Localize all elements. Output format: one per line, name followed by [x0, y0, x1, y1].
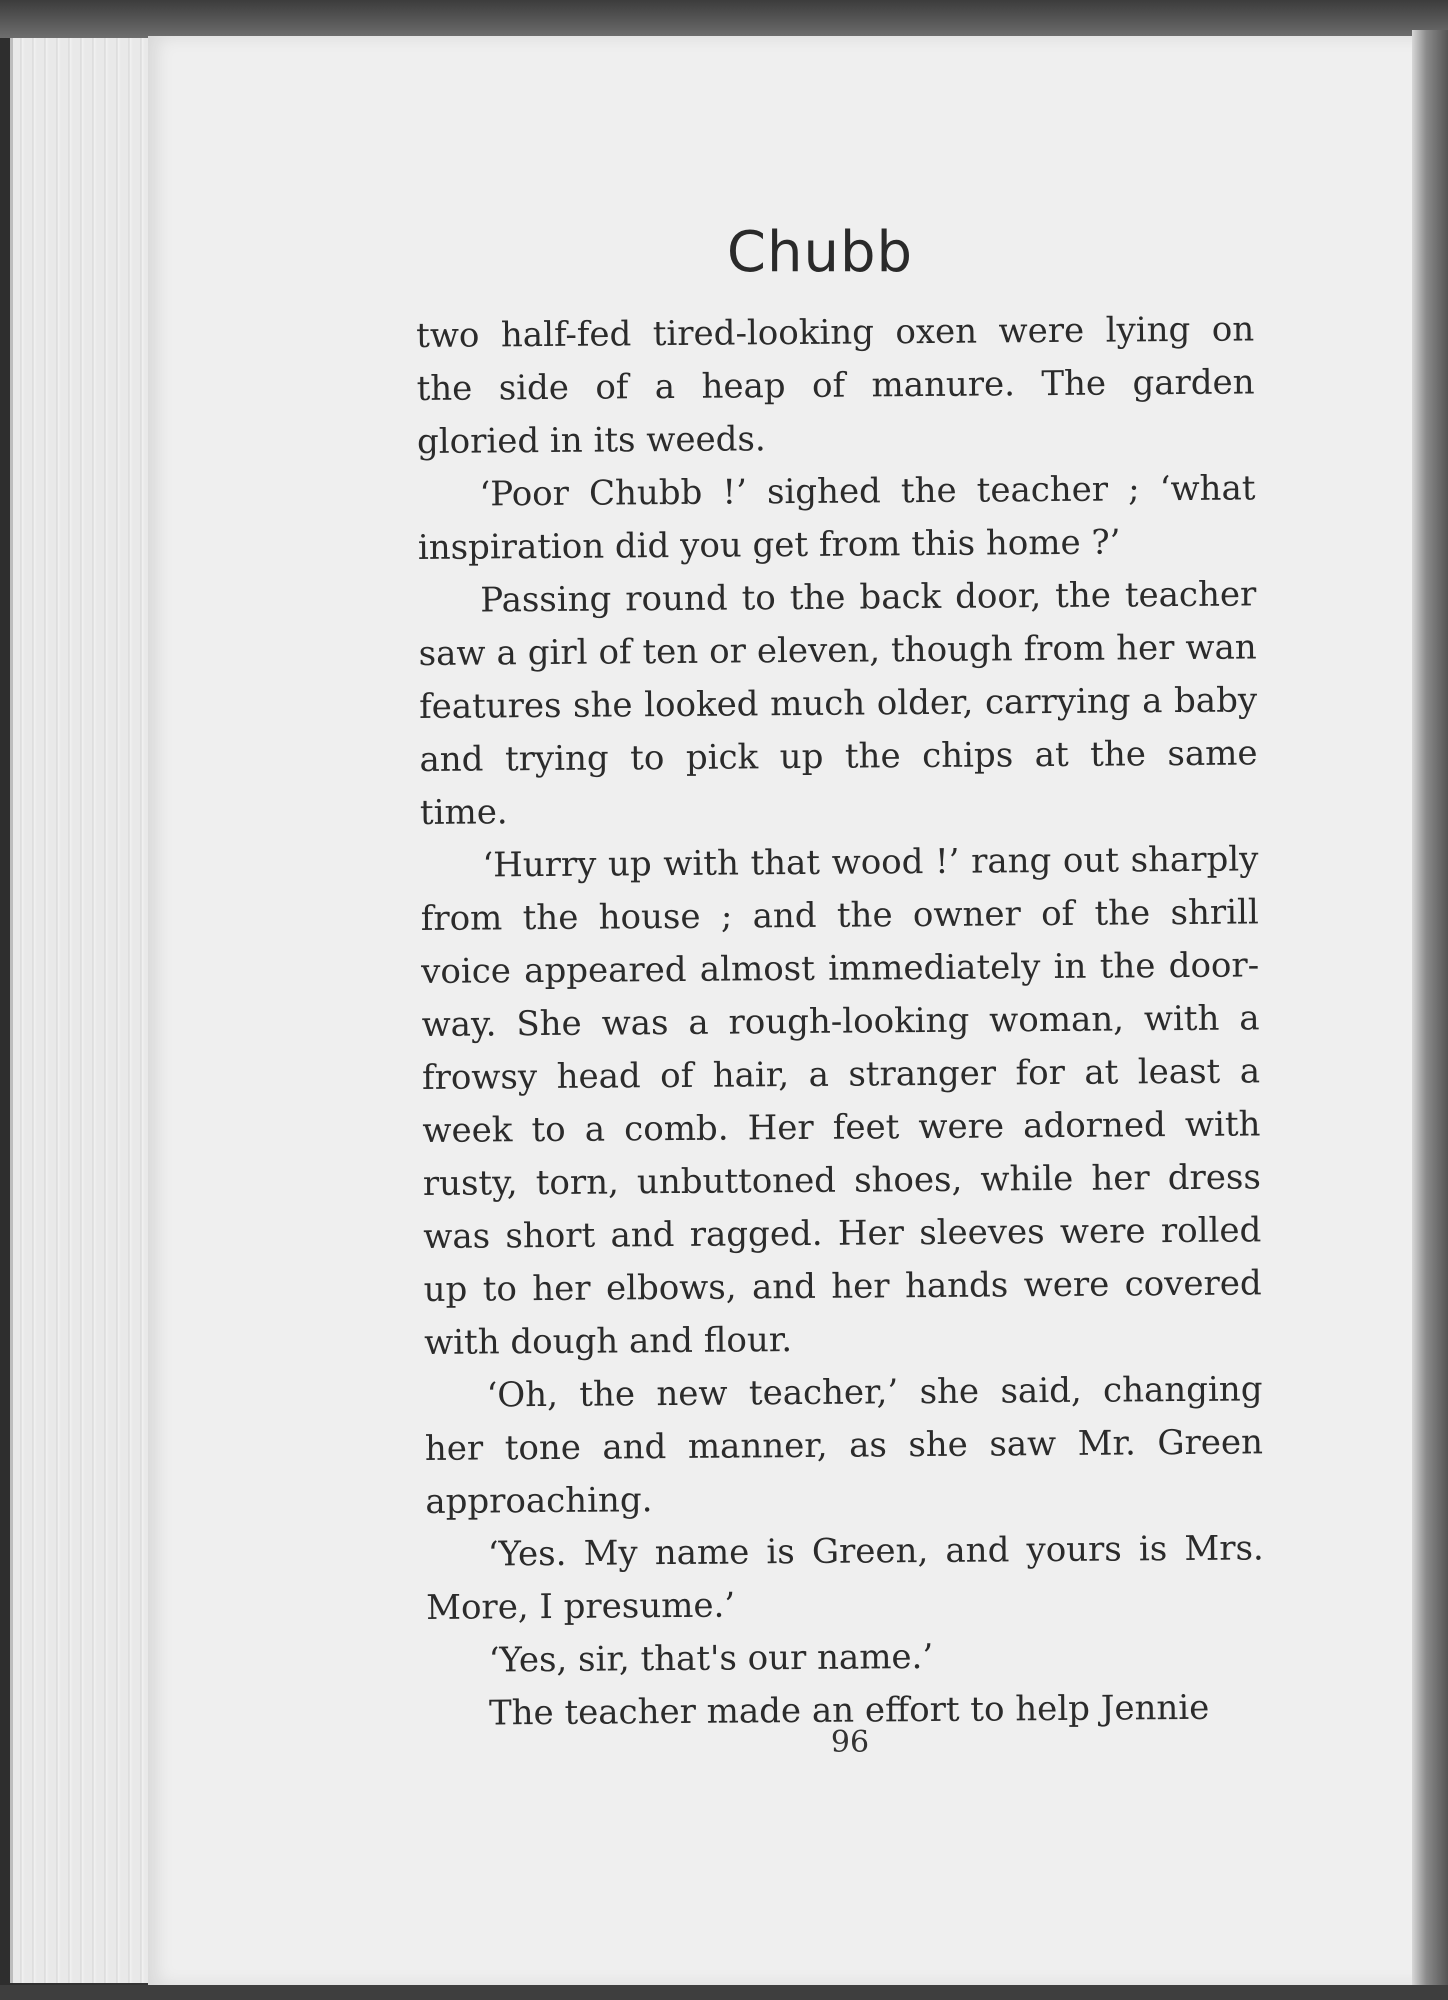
paragraph: ‘Yes. My name is Green, and yours is Mrs. More, I presume.’ — [426, 1528, 1264, 1628]
paragraph: ‘Oh, the new teacher,’ she said, changing her tone and manner, as she saw Mr. Green approaching. — [424, 1369, 1264, 1522]
page-number: 96 — [830, 1725, 870, 1760]
book-gutter-edge — [1412, 30, 1448, 1990]
running-head: Chubb — [726, 220, 914, 285]
paragraph: Passing round to the back door, the teacher saw a girl of ten or eleven, though from her wan features she looked much older, carrying a baby and trying to pick up the chips at the same time. — [418, 574, 1258, 833]
paragraph: ‘Yes, sir, that's our name.’ — [488, 1636, 934, 1681]
paragraph: The teacher made an effort to help Jennie — [488, 1687, 1210, 1734]
scan-top-shadow — [0, 0, 1448, 38]
scan-bottom-edge — [0, 1985, 1448, 2000]
paragraph: two half-fed tired-looking oxen were lying on the side of a heap of manure. The garden gloried in its weeds. — [416, 309, 1255, 462]
body-text — [416, 303, 1265, 1741]
paragraph: ‘Hurry up with that wood !’ rang out sharply from the house ; and the owner of the shrill voice appeared almost immediately in the door-way. She was a rough-looking woman, with a frowsy head of hair, a stranger for at least a week to a comb. Her feet were adorned with rusty, torn, unbuttoned shoes, while her dress was short and ragged. Her sleeves were rolled up to her elbows, and her hands were covered with dough and flour. — [420, 839, 1262, 1363]
page-stack-edge — [10, 38, 153, 1983]
paragraph: ‘Poor Chubb !’ sighed the teacher ; ‘what inspiration did you get from this home ?’ — [417, 468, 1256, 568]
